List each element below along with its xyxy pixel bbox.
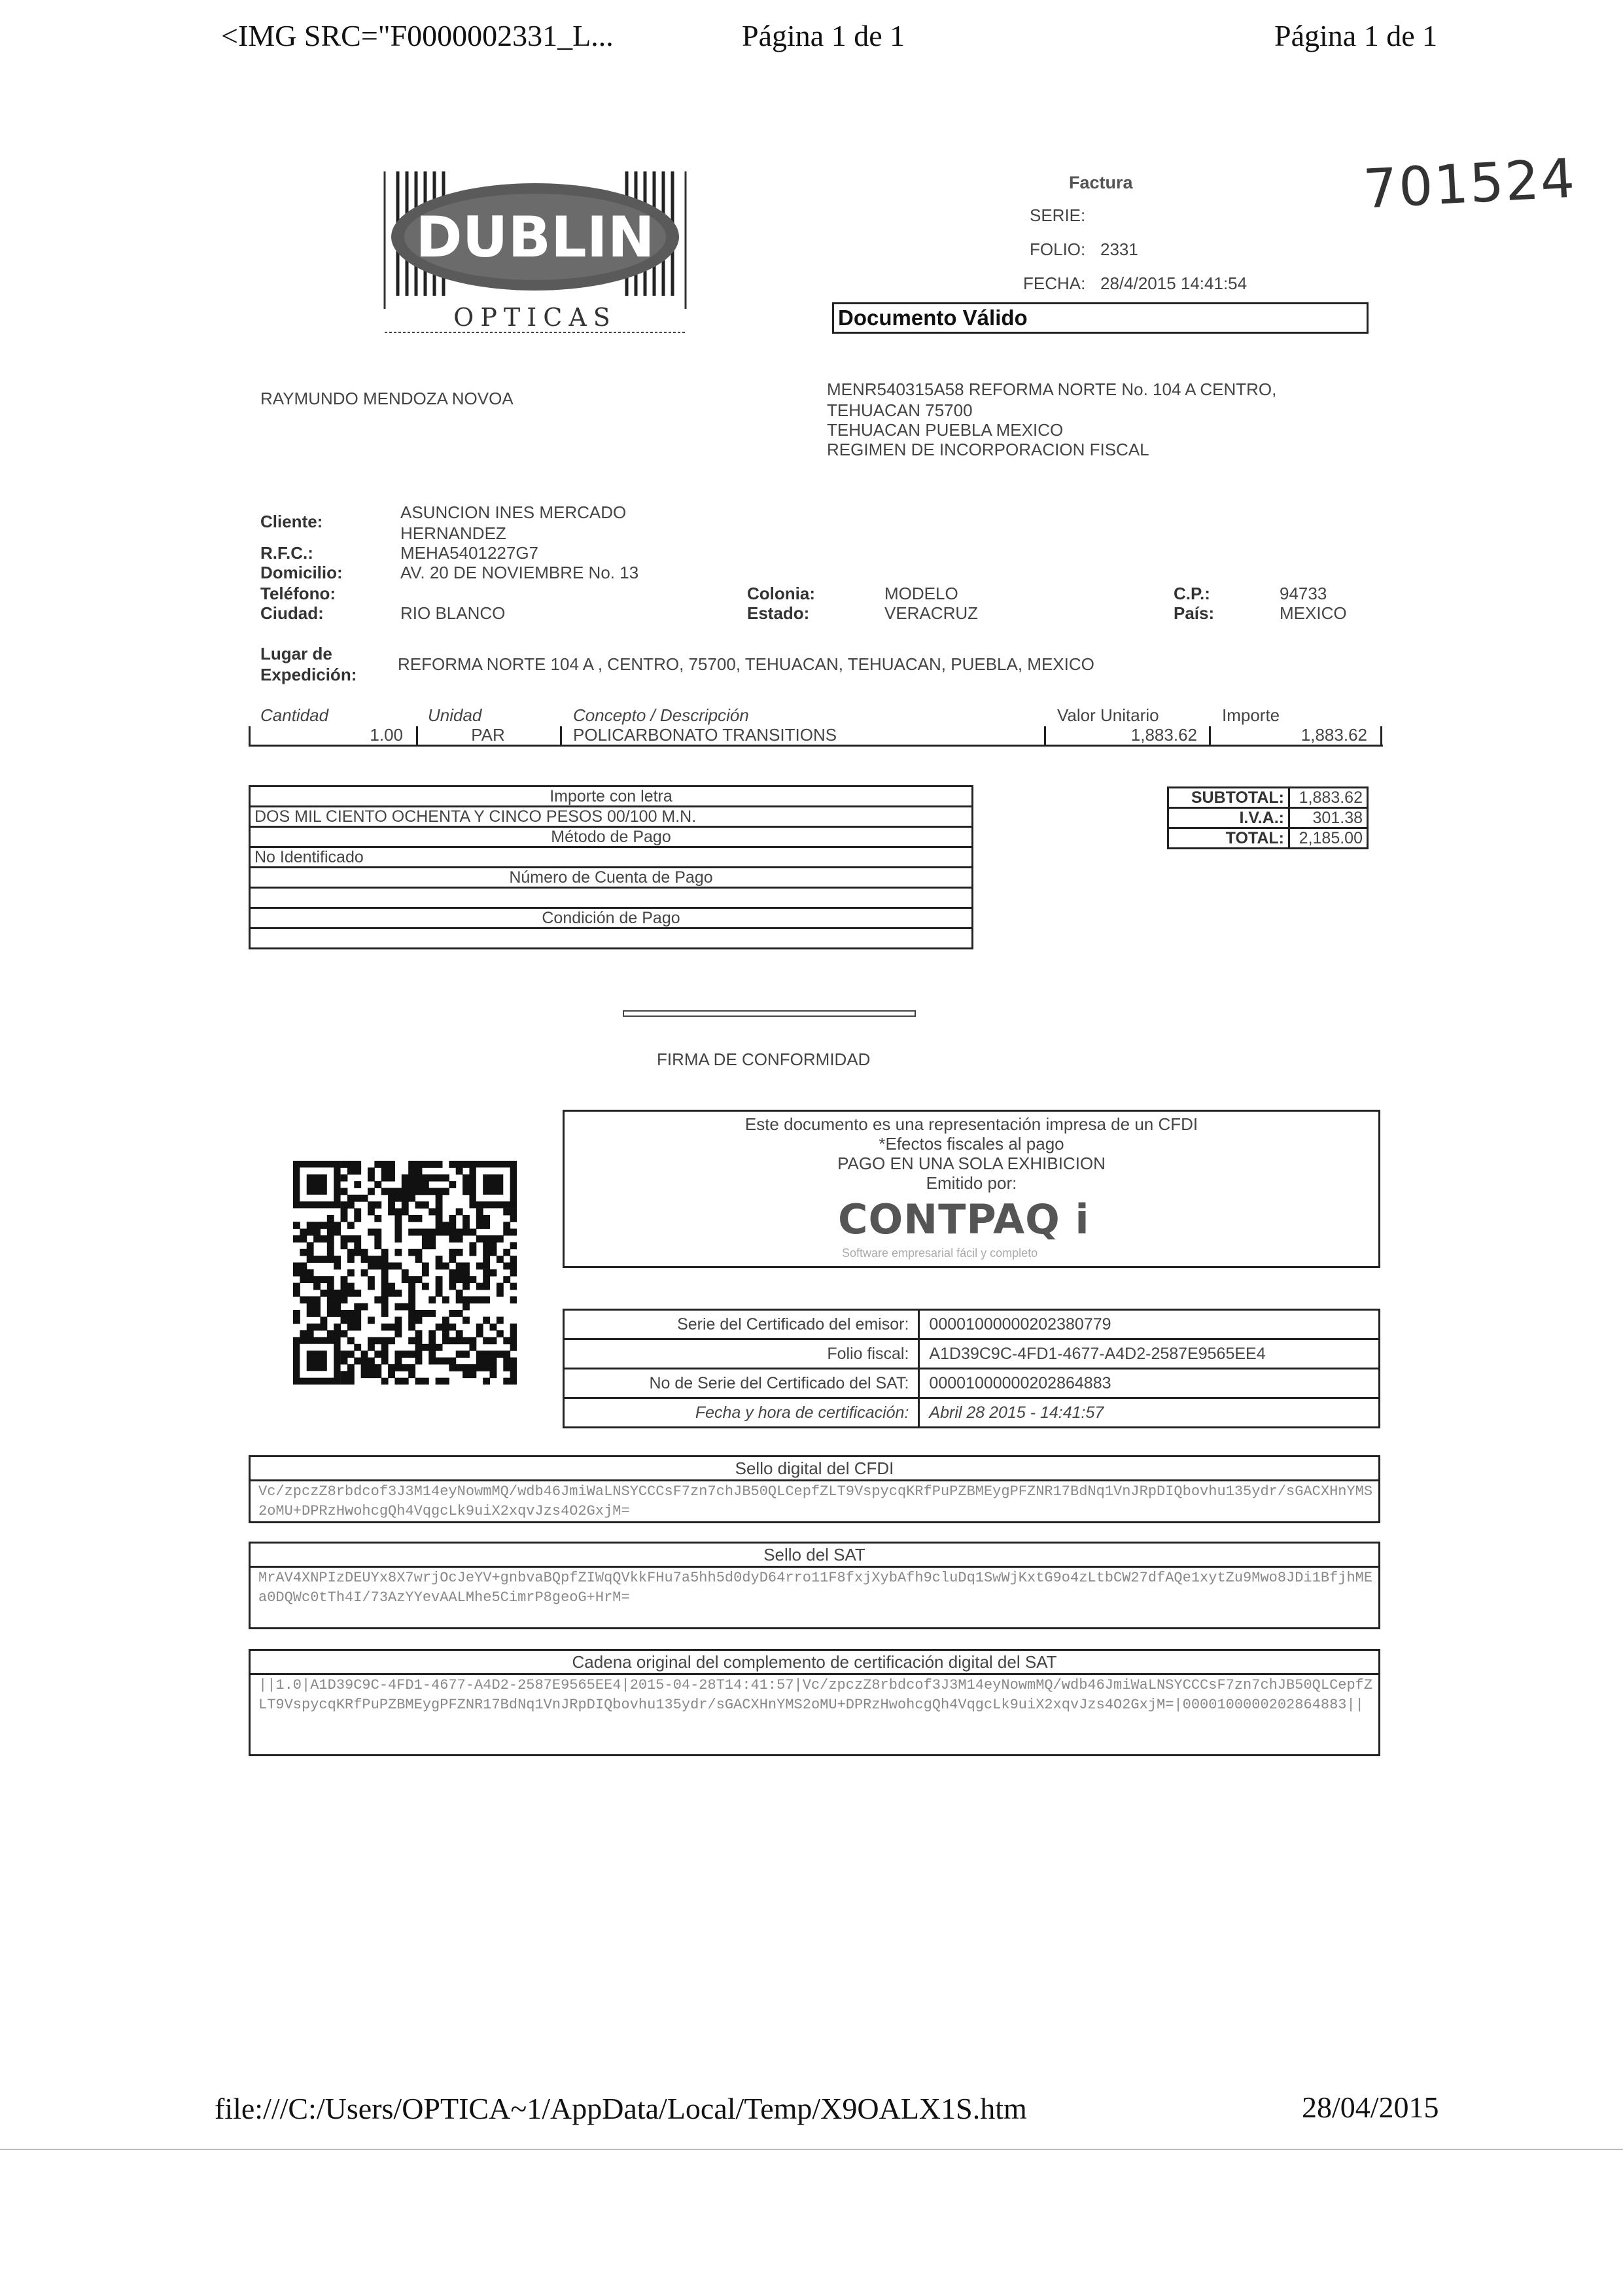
invoice-title: Factura: [1069, 173, 1133, 192]
colonia-value: MODELO: [884, 584, 958, 603]
cfdi-line2: *Efectos fiscales al pago: [879, 1134, 1064, 1154]
cp-value: 94733: [1280, 584, 1327, 603]
cfdi-box: [563, 1110, 1380, 1268]
col-importe-header: Importe: [1222, 705, 1280, 725]
certificate-table: [563, 1309, 1380, 1428]
emisor-line3: TEHUACAN PUEBLA MEXICO: [827, 420, 1064, 440]
items-divider: [1209, 726, 1211, 746]
cert-sat-value: 00001000000202864883: [919, 1369, 1380, 1398]
emisor-name: RAYMUNDO MENDOZA NOVOA: [260, 389, 514, 408]
items-divider: [1380, 726, 1382, 746]
page-bottom-rule: [0, 2149, 1623, 2150]
cadena-original-box: [249, 1649, 1380, 1756]
cert-emisor-label: Serie del Certificado del emisor:: [564, 1310, 919, 1339]
items-divider: [560, 726, 562, 746]
domicilio-value: AV. 20 DE NOVIEMBRE No. 13: [400, 563, 639, 582]
emisor-line1: MENR540315A58 REFORMA NORTE No. 104 A CENTRO,: [827, 380, 1277, 399]
item-importe: 1,883.62: [1300, 725, 1367, 745]
contpaqi-logo: CONTPAQ i: [838, 1195, 1090, 1243]
cadena-original-text: ||1.0|A1D39C9C-4FD1-4677-A4D2-2587E9565EE4|2015-04-28T14:41:57|Vc/zpczZ8rbdcof3J3M14eyNowmMQ/wdb46JmiWaLNSYCCCsF7zn7chJB50QLCepfZLT9VspycqKRfPuPZBMEygPFZNR17BdNq1VnJRpDIQbovhu135ydr/sGACXHnYMS2oMU+DPRzHwohcgQh4VqgcLk9uiX2xqvJzs4O2GxjM=|0000100000202864883||: [258, 1677, 1373, 1713]
items-divider: [1044, 726, 1046, 746]
sello-sat-box: [249, 1542, 1380, 1629]
subtotal-label: SUBTOTAL:: [1168, 788, 1289, 808]
cuenta-pago-value: [250, 888, 973, 908]
cert-emisor-value: 00001000000202380779: [919, 1310, 1380, 1339]
total-label: TOTAL:: [1168, 828, 1289, 849]
print-footer-date: 28/04/2015: [1302, 2091, 1439, 2124]
col-cantidad-header: Cantidad: [260, 705, 329, 725]
item-unidad: PAR: [471, 725, 505, 745]
cliente-value-2: HERNANDEZ: [400, 523, 506, 543]
pais-label: País:: [1174, 603, 1215, 623]
rfc-label: R.F.C.:: [260, 543, 313, 563]
fecha-label: FECHA:: [1023, 274, 1086, 293]
emisor-line2: TEHUACAN 75700: [827, 400, 973, 420]
cfdi-line4: Emitido por:: [926, 1173, 1017, 1193]
condicion-pago-label: Condición de Pago: [250, 908, 973, 928]
handwritten-number: 701524: [1361, 147, 1578, 221]
folio-label: FOLIO:: [1030, 239, 1086, 259]
col-valor-unitario-header: Valor Unitario: [1057, 705, 1159, 725]
cliente-value-1: ASUNCION INES MERCADO: [400, 503, 627, 522]
telefono-label: Teléfono:: [260, 584, 336, 603]
ciudad-value: RIO BLANCO: [400, 603, 506, 623]
condicion-pago-value: [250, 928, 973, 949]
ciudad-label: Ciudad:: [260, 603, 324, 623]
payment-table: [249, 785, 973, 949]
totals-table: [1167, 786, 1369, 849]
emisor-line4: REGIMEN DE INCORPORACION FISCAL: [827, 440, 1149, 459]
lugar-value: REFORMA NORTE 104 A , CENTRO, 75700, TEHUACAN, TEHUACAN, PUEBLA, MEXICO: [398, 654, 1094, 674]
item-cantidad: 1.00: [370, 725, 403, 745]
importe-letra-label: Importe con letra: [250, 786, 973, 807]
colonia-label: Colonia:: [747, 584, 815, 603]
iva-label: I.V.A.:: [1168, 808, 1289, 828]
cliente-label: Cliente:: [260, 512, 323, 531]
iva-value: 301.38: [1289, 808, 1368, 828]
cadena-original-title: Cadena original del complemento de certificación digital del SAT: [251, 1651, 1378, 1675]
items-divider: [249, 726, 251, 746]
item-concepto: POLICARBONATO TRANSITIONS: [573, 725, 837, 745]
cuenta-pago-label: Número de Cuenta de Pago: [250, 868, 973, 888]
print-header-img-src: <IMG SRC="F0000002331_L...: [221, 19, 614, 52]
total-value: 2,185.00: [1289, 828, 1368, 849]
folio-fiscal-label: Folio fiscal:: [564, 1339, 919, 1369]
lugar-label-2: Expedición:: [260, 665, 357, 684]
logo-sub-text: OPTICAS: [453, 303, 617, 332]
cfdi-line1: Este documento es una representación impresa de un CFDI: [744, 1114, 1198, 1134]
qr-code: [293, 1161, 517, 1385]
cfdi-line3: PAGO EN UNA SOLA EXHIBICION: [837, 1154, 1106, 1173]
print-header-page-center: Página 1 de 1: [742, 19, 905, 52]
col-unidad-header: Unidad: [428, 705, 482, 725]
sello-cfdi-title: Sello digital del CFDI: [251, 1457, 1378, 1481]
fecha-certificacion-label: Fecha y hora de certificación:: [564, 1398, 919, 1428]
fecha-certificacion-value: Abril 28 2015 - 14:41:57: [919, 1398, 1380, 1428]
col-concepto-header: Concepto / Descripción: [573, 705, 749, 725]
importe-letra-value: DOS MIL CIENTO OCHENTA Y CINCO PESOS 00/100 M.N.: [250, 807, 973, 827]
estado-label: Estado:: [747, 603, 810, 623]
cert-sat-label: No de Serie del Certificado del SAT:: [564, 1369, 919, 1398]
item-valor-unitario: 1,883.62: [1130, 725, 1197, 745]
items-divider: [416, 726, 418, 746]
contpaqi-tagline: Software empresarial fácil y completo: [842, 1246, 1038, 1260]
fecha-value: 28/4/2015 14:41:54: [1100, 274, 1248, 293]
folio-value: 2331: [1100, 239, 1138, 259]
folio-fiscal-value: A1D39C9C-4FD1-4677-A4D2-2587E9565EE4: [919, 1339, 1380, 1369]
document-valid-status: Documento Válido: [832, 302, 1369, 334]
sello-sat-text: MrAV4XNPIzDEUYx8X7wrjOcJeYV+gnbvaBQpfZIWqQVkkFHu7a5hh5d0dyD64rro11F8fxjXybAfh9cluDq1SwWjKxtG9o4zLtbCW27dfAQe1xytZu9Mwo8JDi1BfjhMEa0DQWc0tTh4I/73AzYYevAALMhe5CimrP8geoG+HrM=: [258, 1570, 1373, 1606]
firma-conformidad: FIRMA DE CONFORMIDAD: [657, 1050, 871, 1069]
sello-cfdi-text: Vc/zpczZ8rbdcof3J3M14eyNowmMQ/wdb46JmiWaLNSYCCCsF7zn7chJB50QLCepfZLT9VspycqKRfPuPZBMEygPFZNR17BdNq1VnJRpDIQbovhu135ydr/sGACXHnYMS2oMU+DPRzHwohcgQh4VqgcLk9uiX2xqvJzs4O2GxjM=: [258, 1483, 1373, 1519]
print-footer-path: file:///C:/Users/OPTICA~1/AppData/Local/Temp/X9OALX1S.htm: [215, 2092, 1027, 2125]
cp-label: C.P.:: [1174, 584, 1210, 603]
estado-value: VERACRUZ: [884, 603, 979, 623]
logo-brand-text: DUBLIN: [415, 205, 655, 270]
metodo-pago-label: Método de Pago: [250, 827, 973, 847]
subtotal-value: 1,883.62: [1289, 788, 1368, 808]
sello-cfdi-box: [249, 1455, 1380, 1523]
lugar-label-1: Lugar de: [260, 644, 332, 663]
rfc-value: MEHA5401227G7: [400, 543, 539, 563]
print-header-page-right: Página 1 de 1: [1274, 19, 1438, 52]
domicilio-label: Domicilio:: [260, 563, 343, 582]
dublin-opticas-logo: [378, 165, 695, 336]
serie-label: SERIE:: [1030, 205, 1086, 225]
metodo-pago-value: No Identificado: [250, 847, 973, 868]
sello-sat-title: Sello del SAT: [251, 1544, 1378, 1568]
signature-line: [623, 1010, 916, 1017]
pais-value: MEXICO: [1280, 603, 1347, 623]
